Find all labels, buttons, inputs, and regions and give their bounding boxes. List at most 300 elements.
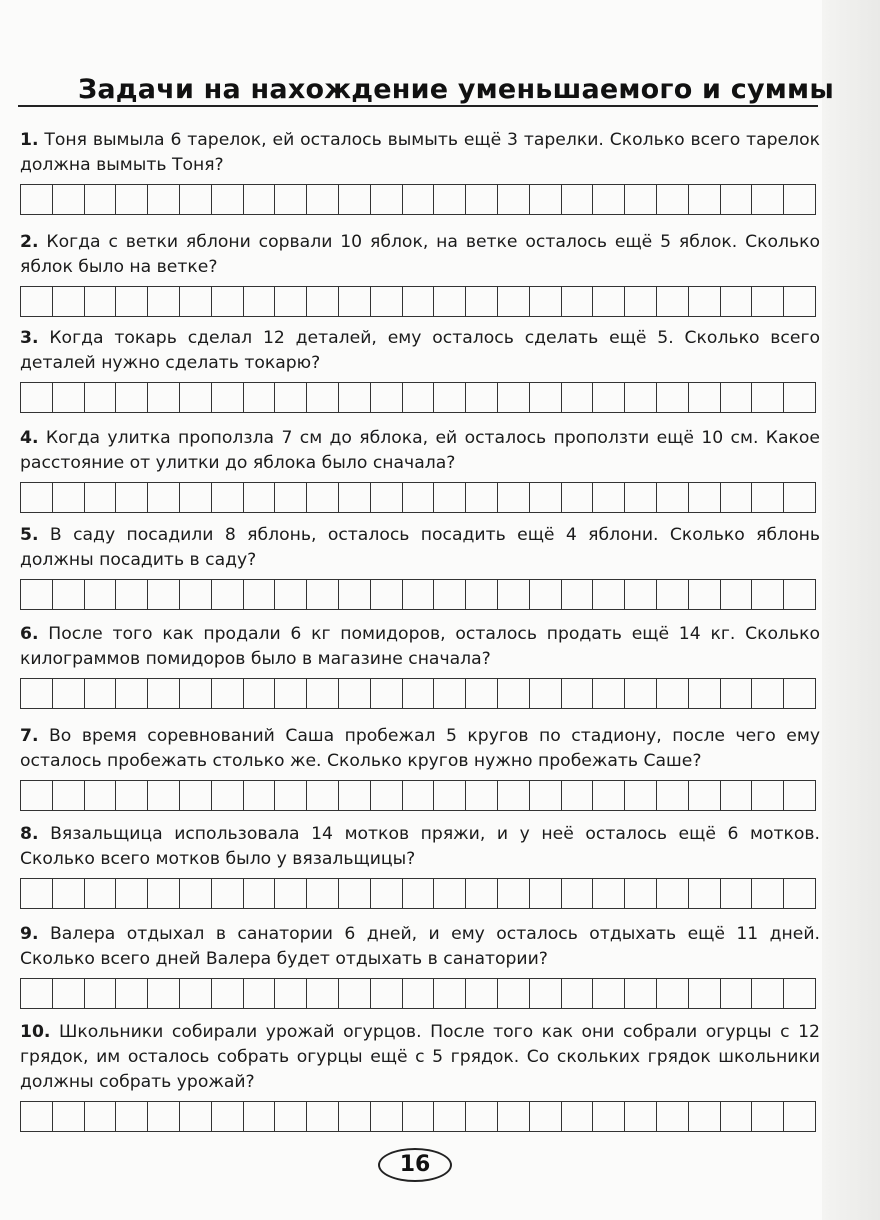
task-question: Вязальщица использовала 14 мотков пряжи, и у неё осталось ещё 6 мотков. Сколько всего мотков было у вязальщицы?	[20, 824, 820, 869]
grid-cell[interactable]	[85, 287, 117, 316]
grid-cell[interactable]	[593, 1102, 625, 1131]
task-text	[20, 128, 820, 178]
task-question: Когда токарь сделал 12 деталей, ему осталось сделать ещё 5. Сколько всего деталей нужно сделать токарю?	[20, 328, 821, 373]
answer-grid[interactable]	[20, 878, 816, 909]
task-number: 4.	[20, 428, 39, 448]
grid-cell[interactable]	[689, 781, 721, 810]
grid-cell[interactable]	[466, 580, 498, 609]
grid-cell[interactable]	[275, 185, 307, 214]
grid-cell[interactable]	[148, 383, 180, 412]
grid-cell[interactable]	[562, 879, 594, 908]
grid-cell[interactable]	[148, 185, 180, 214]
grid-cell[interactable]	[148, 483, 180, 512]
grid-cell[interactable]	[53, 781, 85, 810]
grid-cell[interactable]	[85, 383, 117, 412]
grid-cell[interactable]	[21, 879, 53, 908]
task-6	[20, 622, 820, 709]
task-1	[20, 128, 820, 215]
grid-cell[interactable]	[212, 879, 244, 908]
grid-cell[interactable]	[434, 580, 466, 609]
grid-cell[interactable]	[657, 483, 689, 512]
grid-cell[interactable]	[244, 483, 276, 512]
page-title: Задачи на нахождение уменьшаемого и суммы	[78, 74, 834, 105]
grid-cell[interactable]	[466, 383, 498, 412]
page-number: 16	[378, 1148, 452, 1182]
grid-cell[interactable]	[21, 287, 53, 316]
grid-cell[interactable]	[434, 483, 466, 512]
grid-cell[interactable]	[148, 979, 180, 1008]
grid-cell[interactable]	[784, 879, 815, 908]
title-underline	[18, 105, 818, 107]
grid-cell[interactable]	[434, 781, 466, 810]
grid-cell[interactable]	[657, 679, 689, 708]
task-text	[20, 523, 820, 573]
grid-cell[interactable]	[593, 185, 625, 214]
grid-cell[interactable]	[434, 979, 466, 1008]
grid-cell[interactable]	[657, 879, 689, 908]
grid-cell[interactable]	[562, 979, 594, 1008]
grid-cell[interactable]	[498, 679, 530, 708]
grid-cell[interactable]	[784, 383, 815, 412]
grid-cell[interactable]	[689, 287, 721, 316]
grid-cell[interactable]	[466, 185, 498, 214]
grid-cell[interactable]	[371, 383, 403, 412]
grid-cell[interactable]	[53, 483, 85, 512]
grid-cell[interactable]	[466, 979, 498, 1008]
grid-cell[interactable]	[21, 185, 53, 214]
grid-cell[interactable]	[721, 580, 753, 609]
grid-cell[interactable]	[148, 580, 180, 609]
grid-cell[interactable]	[307, 483, 339, 512]
grid-cell[interactable]	[625, 979, 657, 1008]
grid-cell[interactable]	[148, 781, 180, 810]
task-text	[20, 822, 820, 872]
grid-cell[interactable]	[85, 679, 117, 708]
grid-cell[interactable]	[275, 1102, 307, 1131]
grid-cell[interactable]	[371, 879, 403, 908]
grid-cell[interactable]	[530, 781, 562, 810]
grid-cell[interactable]	[784, 781, 815, 810]
grid-cell[interactable]	[339, 483, 371, 512]
grid-cell[interactable]	[275, 483, 307, 512]
grid-cell[interactable]	[689, 1102, 721, 1131]
grid-cell[interactable]	[657, 383, 689, 412]
task-question: После того как продали 6 кг помидоров, осталось продать ещё 14 кг. Сколько килограммов помидоров было в магазине сначала?	[20, 624, 821, 669]
grid-cell[interactable]	[752, 580, 784, 609]
grid-cell[interactable]	[212, 185, 244, 214]
grid-cell[interactable]	[625, 679, 657, 708]
grid-cell[interactable]	[498, 979, 530, 1008]
grid-cell[interactable]	[307, 1102, 339, 1131]
grid-cell[interactable]	[498, 287, 530, 316]
answer-grid[interactable]	[20, 184, 816, 215]
task-number: 8.	[20, 824, 39, 844]
grid-cell[interactable]	[498, 781, 530, 810]
grid-cell[interactable]	[21, 679, 53, 708]
grid-cell[interactable]	[434, 879, 466, 908]
grid-cell[interactable]	[212, 1102, 244, 1131]
grid-cell[interactable]	[53, 679, 85, 708]
grid-cell[interactable]	[752, 679, 784, 708]
grid-cell[interactable]	[498, 185, 530, 214]
grid-cell[interactable]	[116, 580, 148, 609]
grid-cell[interactable]	[53, 879, 85, 908]
grid-cell[interactable]	[530, 483, 562, 512]
grid-cell[interactable]	[244, 287, 276, 316]
grid-cell[interactable]	[721, 781, 753, 810]
grid-cell[interactable]	[180, 483, 212, 512]
grid-cell[interactable]	[784, 679, 815, 708]
grid-cell[interactable]	[784, 287, 815, 316]
grid-cell[interactable]	[275, 679, 307, 708]
grid-cell[interactable]	[498, 580, 530, 609]
grid-cell[interactable]	[244, 1102, 276, 1131]
grid-cell[interactable]	[307, 185, 339, 214]
grid-cell[interactable]	[371, 580, 403, 609]
grid-cell[interactable]	[657, 287, 689, 316]
grid-cell[interactable]	[403, 483, 435, 512]
grid-cell[interactable]	[116, 1102, 148, 1131]
grid-cell[interactable]	[244, 383, 276, 412]
task-question: Когда улитка проползла 7 см до яблока, ей осталось проползти ещё 10 см. Какое расстояние от улитки до яблока было сначала?	[20, 428, 821, 473]
grid-cell[interactable]	[434, 679, 466, 708]
grid-cell[interactable]	[498, 879, 530, 908]
grid-cell[interactable]	[53, 1102, 85, 1131]
grid-cell[interactable]	[85, 483, 117, 512]
grid-cell[interactable]	[339, 580, 371, 609]
grid-cell[interactable]	[212, 679, 244, 708]
grid-cell[interactable]	[657, 1102, 689, 1131]
grid-cell[interactable]	[593, 483, 625, 512]
grid-cell[interactable]	[148, 679, 180, 708]
grid-cell[interactable]	[689, 483, 721, 512]
grid-cell[interactable]	[307, 781, 339, 810]
grid-cell[interactable]	[784, 580, 815, 609]
grid-cell[interactable]	[339, 879, 371, 908]
grid-cell[interactable]	[689, 679, 721, 708]
grid-cell[interactable]	[339, 679, 371, 708]
grid-cell[interactable]	[593, 879, 625, 908]
answer-grid[interactable]	[20, 482, 816, 513]
grid-cell[interactable]	[466, 879, 498, 908]
task-2	[20, 230, 820, 317]
grid-cell[interactable]	[339, 1102, 371, 1131]
grid-cell[interactable]	[180, 383, 212, 412]
grid-cell[interactable]	[403, 580, 435, 609]
grid-cell[interactable]	[275, 580, 307, 609]
grid-cell[interactable]	[180, 679, 212, 708]
grid-cell[interactable]	[307, 383, 339, 412]
grid-cell[interactable]	[371, 185, 403, 214]
grid-cell[interactable]	[21, 781, 53, 810]
grid-cell[interactable]	[116, 185, 148, 214]
task-3	[20, 326, 820, 413]
grid-cell[interactable]	[244, 781, 276, 810]
answer-grid[interactable]	[20, 678, 816, 709]
grid-cell[interactable]	[784, 483, 815, 512]
grid-cell[interactable]	[689, 879, 721, 908]
grid-cell[interactable]	[562, 185, 594, 214]
grid-cell[interactable]	[148, 1102, 180, 1131]
grid-cell[interactable]	[625, 781, 657, 810]
grid-cell[interactable]	[625, 1102, 657, 1131]
grid-cell[interactable]	[403, 383, 435, 412]
grid-cell[interactable]	[434, 1102, 466, 1131]
grid-cell[interactable]	[689, 383, 721, 412]
grid-cell[interactable]	[148, 879, 180, 908]
grid-cell[interactable]	[625, 879, 657, 908]
grid-cell[interactable]	[593, 679, 625, 708]
task-text	[20, 426, 820, 476]
task-number: 6.	[20, 624, 39, 644]
grid-cell[interactable]	[339, 781, 371, 810]
grid-cell[interactable]	[466, 287, 498, 316]
grid-cell[interactable]	[466, 781, 498, 810]
task-number: 1.	[20, 130, 39, 150]
grid-cell[interactable]	[307, 879, 339, 908]
grid-cell[interactable]	[212, 580, 244, 609]
grid-cell[interactable]	[212, 383, 244, 412]
grid-cell[interactable]	[721, 287, 753, 316]
grid-cell[interactable]	[275, 383, 307, 412]
task-number: 7.	[20, 726, 39, 746]
grid-cell[interactable]	[180, 580, 212, 609]
task-text	[20, 326, 820, 376]
grid-cell[interactable]	[21, 979, 53, 1008]
grid-cell[interactable]	[403, 879, 435, 908]
grid-cell[interactable]	[307, 287, 339, 316]
grid-cell[interactable]	[752, 383, 784, 412]
task-question: Когда с ветки яблони сорвали 10 яблок, на ветке осталось ещё 5 яблок. Сколько яблок было на ветке?	[20, 232, 820, 277]
grid-cell[interactable]	[339, 979, 371, 1008]
task-question: Школьники собирали урожай огурцов. После того как они собрали огурцы с 12 грядок, им осталось собрать огурцы ещё с 5 грядок. Со скольких грядок школьники должны собрать урожай?	[20, 1022, 820, 1092]
grid-cell[interactable]	[116, 383, 148, 412]
grid-cell[interactable]	[752, 979, 784, 1008]
grid-cell[interactable]	[721, 1102, 753, 1131]
grid-cell[interactable]	[530, 979, 562, 1008]
grid-cell[interactable]	[403, 287, 435, 316]
grid-cell[interactable]	[212, 287, 244, 316]
grid-cell[interactable]	[53, 580, 85, 609]
grid-cell[interactable]	[752, 879, 784, 908]
grid-cell[interactable]	[625, 483, 657, 512]
grid-cell[interactable]	[403, 185, 435, 214]
grid-cell[interactable]	[339, 383, 371, 412]
grid-cell[interactable]	[530, 185, 562, 214]
grid-cell[interactable]	[212, 979, 244, 1008]
grid-cell[interactable]	[85, 580, 117, 609]
grid-cell[interactable]	[339, 287, 371, 316]
grid-cell[interactable]	[466, 679, 498, 708]
grid-cell[interactable]	[116, 287, 148, 316]
grid-cell[interactable]	[562, 287, 594, 316]
grid-cell[interactable]	[21, 1102, 53, 1131]
grid-cell[interactable]	[371, 1102, 403, 1131]
grid-cell[interactable]	[53, 287, 85, 316]
task-question: В саду посадили 8 яблонь, осталось посадить ещё 4 яблони. Сколько яблонь должны посадить в саду?	[20, 525, 820, 570]
grid-cell[interactable]	[180, 879, 212, 908]
grid-cell[interactable]	[752, 287, 784, 316]
grid-cell[interactable]	[593, 979, 625, 1008]
grid-cell[interactable]	[752, 1102, 784, 1131]
grid-cell[interactable]	[53, 185, 85, 214]
grid-cell[interactable]	[244, 679, 276, 708]
grid-cell[interactable]	[530, 1102, 562, 1131]
grid-cell[interactable]	[85, 781, 117, 810]
grid-cell[interactable]	[85, 879, 117, 908]
grid-cell[interactable]	[562, 781, 594, 810]
grid-cell[interactable]	[689, 979, 721, 1008]
grid-cell[interactable]	[53, 383, 85, 412]
grid-cell[interactable]	[212, 781, 244, 810]
task-number: 2.	[20, 232, 39, 252]
task-text	[20, 230, 820, 280]
task-text	[20, 622, 820, 672]
grid-cell[interactable]	[434, 383, 466, 412]
task-9	[20, 922, 820, 1009]
grid-cell[interactable]	[275, 287, 307, 316]
grid-cell[interactable]	[721, 483, 753, 512]
grid-cell[interactable]	[180, 185, 212, 214]
grid-cell[interactable]	[752, 483, 784, 512]
grid-cell[interactable]	[657, 781, 689, 810]
grid-cell[interactable]	[116, 979, 148, 1008]
grid-cell[interactable]	[275, 781, 307, 810]
grid-cell[interactable]	[784, 185, 815, 214]
grid-cell[interactable]	[339, 185, 371, 214]
task-10	[20, 1020, 820, 1132]
grid-cell[interactable]	[562, 483, 594, 512]
grid-cell[interactable]	[784, 979, 815, 1008]
grid-cell[interactable]	[244, 580, 276, 609]
grid-cell[interactable]	[498, 383, 530, 412]
grid-cell[interactable]	[116, 483, 148, 512]
grid-cell[interactable]	[180, 979, 212, 1008]
grid-cell[interactable]	[752, 781, 784, 810]
grid-cell[interactable]	[85, 1102, 117, 1131]
grid-cell[interactable]	[371, 483, 403, 512]
grid-cell[interactable]	[784, 1102, 815, 1131]
grid-cell[interactable]	[530, 287, 562, 316]
grid-cell[interactable]	[21, 483, 53, 512]
grid-cell[interactable]	[371, 287, 403, 316]
grid-cell[interactable]	[625, 287, 657, 316]
grid-cell[interactable]	[244, 979, 276, 1008]
answer-grid[interactable]	[20, 579, 816, 610]
grid-cell[interactable]	[593, 383, 625, 412]
task-5	[20, 523, 820, 610]
grid-cell[interactable]	[530, 879, 562, 908]
grid-cell[interactable]	[530, 383, 562, 412]
answer-grid[interactable]	[20, 978, 816, 1009]
grid-cell[interactable]	[403, 1102, 435, 1131]
grid-cell[interactable]	[212, 483, 244, 512]
grid-cell[interactable]	[53, 979, 85, 1008]
task-question: Тоня вымыла 6 тарелок, ей осталось вымыть ещё 3 тарелки. Сколько всего тарелок должна вымыть Тоня?	[20, 130, 820, 175]
grid-cell[interactable]	[562, 1102, 594, 1131]
grid-cell[interactable]	[85, 185, 117, 214]
task-number: 3.	[20, 328, 39, 348]
task-text	[20, 724, 820, 774]
grid-cell[interactable]	[307, 580, 339, 609]
grid-cell[interactable]	[625, 383, 657, 412]
grid-cell[interactable]	[562, 580, 594, 609]
grid-cell[interactable]	[434, 287, 466, 316]
grid-cell[interactable]	[180, 287, 212, 316]
task-number: 5.	[20, 525, 39, 545]
task-text	[20, 922, 820, 972]
grid-cell[interactable]	[721, 383, 753, 412]
grid-cell[interactable]	[403, 781, 435, 810]
grid-cell[interactable]	[466, 1102, 498, 1131]
grid-cell[interactable]	[689, 185, 721, 214]
grid-cell[interactable]	[593, 580, 625, 609]
grid-cell[interactable]	[562, 383, 594, 412]
answer-grid[interactable]	[20, 1101, 816, 1132]
grid-cell[interactable]	[403, 979, 435, 1008]
grid-cell[interactable]	[180, 1102, 212, 1131]
grid-cell[interactable]	[625, 580, 657, 609]
grid-cell[interactable]	[403, 679, 435, 708]
grid-cell[interactable]	[752, 185, 784, 214]
grid-cell[interactable]	[689, 580, 721, 609]
grid-cell[interactable]	[148, 287, 180, 316]
grid-cell[interactable]	[244, 185, 276, 214]
grid-cell[interactable]	[562, 679, 594, 708]
grid-cell[interactable]	[466, 483, 498, 512]
grid-cell[interactable]	[721, 879, 753, 908]
page-edge-shadow	[822, 0, 880, 1220]
grid-cell[interactable]	[498, 483, 530, 512]
grid-cell[interactable]	[657, 185, 689, 214]
grid-cell[interactable]	[21, 580, 53, 609]
grid-cell[interactable]	[116, 679, 148, 708]
grid-cell[interactable]	[275, 979, 307, 1008]
grid-cell[interactable]	[116, 781, 148, 810]
answer-grid[interactable]	[20, 780, 816, 811]
grid-cell[interactable]	[657, 979, 689, 1008]
grid-cell[interactable]	[530, 580, 562, 609]
grid-cell[interactable]	[244, 879, 276, 908]
grid-cell[interactable]	[371, 979, 403, 1008]
grid-cell[interactable]	[307, 679, 339, 708]
answer-grid[interactable]	[20, 382, 816, 413]
grid-cell[interactable]	[593, 781, 625, 810]
task-question: Валера отдыхал в санатории 6 дней, и ему осталось отдыхать ещё 11 дней. Сколько всего дней Валера будет отдыхать в санатории?	[20, 924, 820, 969]
grid-cell[interactable]	[116, 879, 148, 908]
grid-cell[interactable]	[371, 781, 403, 810]
grid-cell[interactable]	[593, 287, 625, 316]
grid-cell[interactable]	[721, 679, 753, 708]
grid-cell[interactable]	[307, 979, 339, 1008]
task-number: 9.	[20, 924, 39, 944]
grid-cell[interactable]	[85, 979, 117, 1008]
grid-cell[interactable]	[21, 383, 53, 412]
grid-cell[interactable]	[530, 679, 562, 708]
grid-cell[interactable]	[498, 1102, 530, 1131]
grid-cell[interactable]	[180, 781, 212, 810]
task-question: Во время соревнований Саша пробежал 5 кругов по стадиону, после чего ему осталось пробежать столько же. Сколько кругов нужно пробежать Саше?	[20, 726, 820, 771]
grid-cell[interactable]	[721, 979, 753, 1008]
grid-cell[interactable]	[275, 879, 307, 908]
grid-cell[interactable]	[371, 679, 403, 708]
grid-cell[interactable]	[657, 580, 689, 609]
grid-cell[interactable]	[625, 185, 657, 214]
grid-cell[interactable]	[434, 185, 466, 214]
task-text	[20, 1020, 820, 1095]
answer-grid[interactable]	[20, 286, 816, 317]
grid-cell[interactable]	[721, 185, 753, 214]
